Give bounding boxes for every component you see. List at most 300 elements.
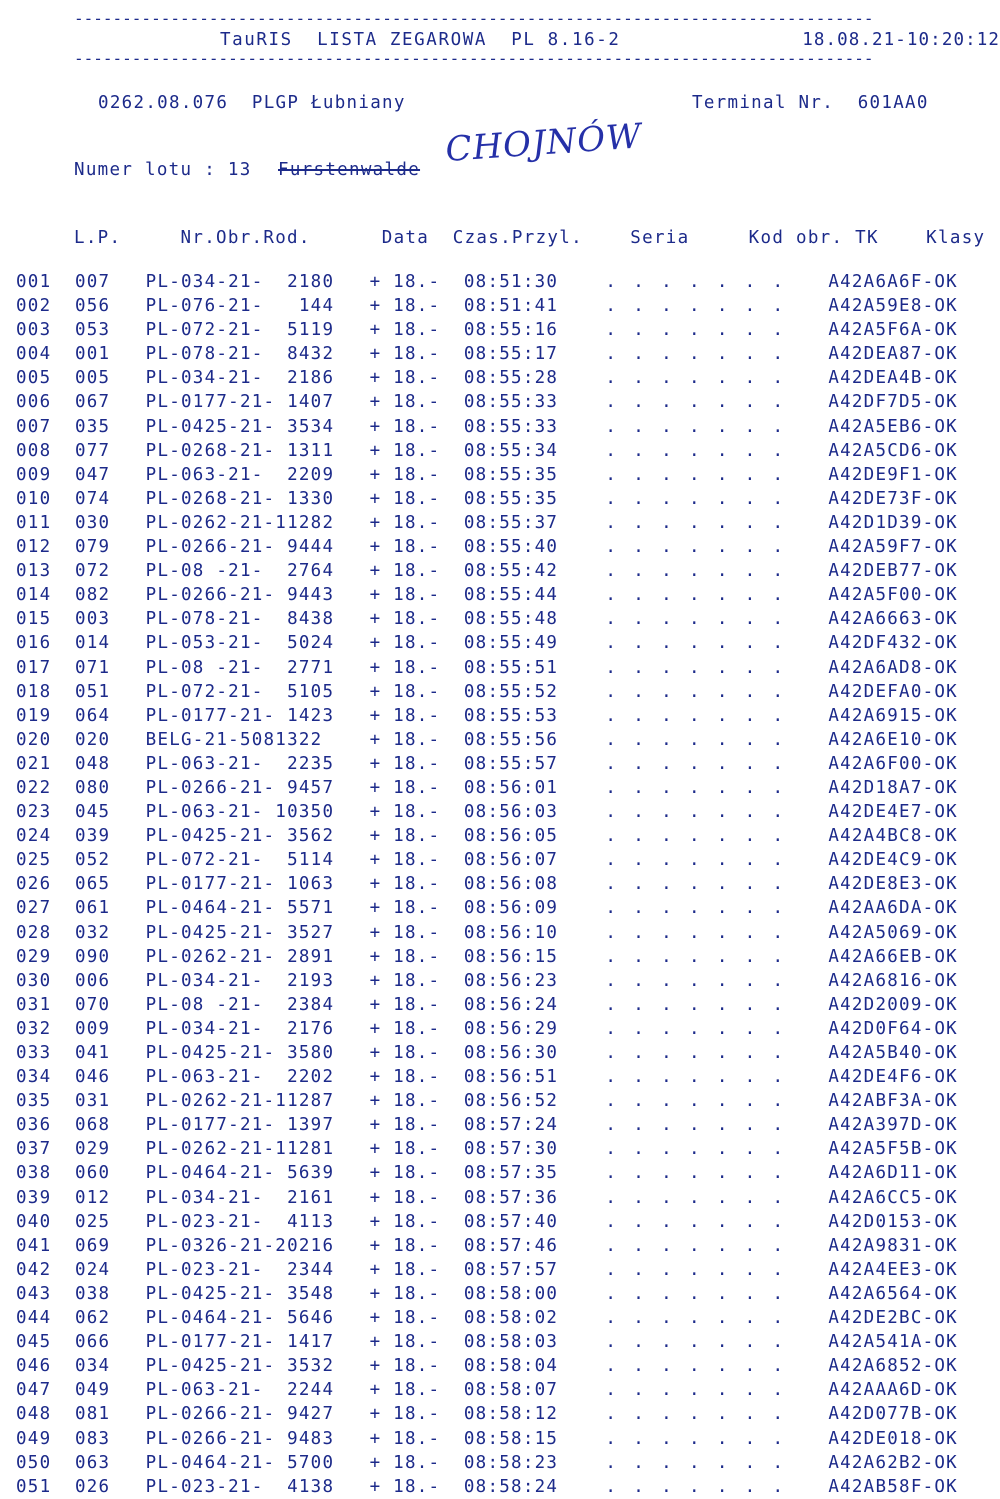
cell-idx: 040: [16, 1211, 75, 1232]
cell-data: + 18.-: [369, 994, 464, 1015]
cell-obr: PL-0177-21- 1417: [145, 1332, 370, 1353]
cell-obr: PL-0177-21- 1407: [145, 392, 370, 413]
cell-data: + 18.-: [369, 1259, 464, 1280]
cell-obr: PL-078-21- 8438: [145, 609, 370, 630]
cell-lp: 046: [74, 1067, 146, 1088]
cell-lp: 014: [74, 633, 146, 654]
cell-kod: A42A5CD6-OK: [828, 440, 958, 461]
cell-seria: . . . . . . .: [605, 1332, 829, 1353]
cell-idx: 036: [16, 1115, 75, 1136]
cell-obr: PL-0177-21- 1063: [145, 874, 370, 895]
cell-kod: A42A5069-OK: [828, 922, 958, 943]
cell-kod: A42A62B2-OK: [828, 1452, 958, 1473]
cell-lp: 049: [74, 1380, 146, 1401]
cell-data: + 18.-: [369, 946, 464, 967]
cell-data: + 18.-: [369, 1235, 464, 1256]
cell-data: + 18.-: [369, 296, 464, 317]
cell-seria: . . . . . . .: [605, 681, 829, 702]
table-row: [16, 921, 958, 945]
cell-idx: 045: [16, 1332, 75, 1353]
cell-seria: . . . . . . .: [605, 512, 829, 533]
cell-idx: 009: [16, 464, 75, 485]
cell-kod: A42A6CC5-OK: [828, 1187, 958, 1208]
cell-czas: 08:55:16: [463, 320, 606, 341]
clock-list-table: [16, 270, 958, 1499]
cell-lp: 061: [74, 898, 146, 919]
cell-czas: 08:58:00: [463, 1283, 606, 1304]
cell-czas: 08:58:04: [463, 1356, 606, 1377]
cell-seria: . . . . . . .: [605, 440, 829, 461]
cell-seria: . . . . . . .: [605, 802, 829, 823]
cell-obr: PL-0266-21- 9443: [145, 585, 370, 606]
cell-obr: PL-063-21- 2202: [145, 1067, 370, 1088]
cell-data: + 18.-: [369, 1043, 464, 1063]
cell-obr: PL-0425-21- 3562: [145, 826, 370, 847]
cell-obr: PL-034-21- 2161: [145, 1187, 370, 1208]
cell-kod: A42D0F64-OK: [828, 1018, 958, 1039]
cell-lp: 063: [74, 1452, 146, 1473]
cell-data: + 18.-: [369, 1018, 464, 1039]
cell-data: + 18.-: [369, 1356, 464, 1377]
cell-data: + 18.-: [369, 874, 464, 895]
cell-lp: 051: [74, 681, 146, 702]
cell-seria: . . . . . . .: [605, 464, 829, 485]
cell-lp: 069: [74, 1235, 146, 1256]
cell-kod: A42A9831-OK: [828, 1235, 958, 1256]
cell-lp: 041: [74, 1043, 146, 1063]
cell-idx: 016: [16, 633, 75, 654]
cell-seria: . . . . . . .: [605, 320, 829, 341]
cell-idx: 027: [16, 898, 75, 919]
cell-data: + 18.-: [369, 1139, 464, 1160]
table-row: [16, 896, 958, 920]
cell-obr: PL-0262-21-11287: [145, 1091, 370, 1112]
cell-czas: 08:58:02: [463, 1308, 606, 1329]
cell-data: + 18.-: [369, 850, 464, 871]
table-row: [16, 1451, 958, 1475]
cell-seria: . . . . . . .: [605, 657, 829, 678]
cell-idx: 031: [16, 994, 75, 1015]
cell-kod: A42DE4E7-OK: [828, 802, 958, 823]
cell-kod: A42A6816-OK: [828, 970, 958, 991]
cell-czas: 08:55:52: [463, 681, 606, 702]
cell-idx: 011: [16, 512, 75, 533]
cell-kod: A42DE4F6-OK: [828, 1067, 958, 1088]
cell-lp: 053: [74, 320, 146, 341]
cell-data: + 18.-: [369, 802, 464, 823]
cell-czas: 08:56:15: [463, 946, 606, 967]
cell-seria: . . . . . . .: [605, 1139, 829, 1160]
cell-data: + 18.-: [369, 922, 464, 943]
cell-obr: PL-023-21- 4113: [145, 1211, 370, 1232]
cell-obr: PL-0425-21- 3534: [145, 416, 370, 437]
cell-kod: A42DE8E3-OK: [828, 874, 958, 895]
cell-kod: A42A6564-OK: [828, 1283, 958, 1304]
cell-czas: 08:55:28: [463, 368, 606, 389]
cell-czas: 08:56:10: [463, 922, 606, 943]
cell-data: + 18.-: [369, 561, 464, 582]
cell-data: + 18.-: [369, 1452, 464, 1473]
cell-kod: A42DE4C9-OK: [828, 850, 958, 871]
cell-czas: 08:55:17: [463, 344, 606, 365]
cell-lp: 060: [74, 1163, 146, 1184]
table-row: [16, 342, 958, 366]
cell-kod: A42A5F6A-OK: [828, 320, 958, 341]
cell-czas: 08:56:09: [463, 898, 606, 919]
flight-number-label: Numer lotu : 13: [74, 160, 252, 180]
table-row: [16, 1306, 958, 1330]
cell-lp: 030: [74, 512, 146, 533]
cell-lp: 034: [74, 1356, 146, 1377]
cell-obr: PL-063-21- 2209: [145, 464, 370, 485]
cell-lp: 052: [74, 850, 146, 871]
cell-obr: PL-0425-21- 3580: [145, 1043, 370, 1063]
cell-obr: PL-0266-21- 9457: [145, 777, 370, 798]
cell-idx: 017: [16, 657, 75, 678]
cell-obr: PL-0425-21- 3532: [145, 1356, 370, 1377]
cell-obr: PL-0177-21- 1397: [145, 1115, 370, 1136]
cell-czas: 08:51:41: [463, 296, 606, 317]
cell-idx: 048: [16, 1404, 75, 1425]
cell-czas: 08:57:24: [463, 1115, 606, 1136]
cell-kod: A42DEA87-OK: [828, 344, 958, 365]
cell-kod: A42DE2BC-OK: [828, 1308, 958, 1329]
cell-obr: PL-034-21- 2180: [145, 272, 370, 292]
table-row: [16, 1378, 958, 1402]
cell-kod: A42AAA6D-OK: [828, 1380, 958, 1401]
cell-obr: PL-023-21- 2344: [145, 1259, 370, 1280]
cell-czas: 08:56:30: [463, 1043, 606, 1063]
table-row: [16, 1210, 958, 1234]
table-column-headers: L.P. Nr.Obr.Rod. Data Czas.Przyl. Seria Kod obr. TK Klasy: [74, 228, 986, 248]
cell-data: + 18.-: [369, 970, 464, 991]
cell-data: + 18.-: [369, 705, 464, 726]
cell-lp: 039: [74, 826, 146, 847]
cell-seria: . . . . . . .: [605, 1211, 829, 1232]
cell-czas: 08:56:24: [463, 994, 606, 1015]
cell-czas: 08:55:44: [463, 585, 606, 606]
cell-data: + 18.-: [369, 1380, 464, 1401]
cell-idx: 030: [16, 970, 75, 991]
cell-idx: 020: [16, 729, 75, 750]
header-divider: -----------------------------------------------------------------------------------: [74, 52, 874, 66]
cell-idx: 038: [16, 1163, 75, 1184]
cell-kod: A42DF7D5-OK: [828, 392, 958, 413]
cell-idx: 029: [16, 946, 75, 967]
cell-seria: . . . . . . .: [605, 1067, 829, 1088]
cell-lp: 082: [74, 585, 146, 606]
cell-kod: A42AA6DA-OK: [828, 898, 958, 919]
cell-idx: 049: [16, 1428, 75, 1449]
cell-kod: A42A5F00-OK: [828, 585, 958, 606]
cell-obr: PL-0326-21-20216: [145, 1235, 370, 1256]
cell-obr: PL-08 -21- 2764: [145, 561, 370, 582]
cell-seria: . . . . . . .: [605, 874, 829, 895]
cell-lp: 007: [74, 272, 146, 292]
cell-lp: 083: [74, 1428, 146, 1449]
cell-czas: 08:57:36: [463, 1187, 606, 1208]
table-row: [16, 1041, 958, 1065]
cell-czas: 08:57:35: [463, 1163, 606, 1184]
cell-obr: PL-0464-21- 5639: [145, 1163, 370, 1184]
cell-kod: A42DE73F-OK: [828, 488, 958, 509]
cell-kod: A42A6663-OK: [828, 609, 958, 630]
cell-lp: 068: [74, 1115, 146, 1136]
cell-czas: 08:56:52: [463, 1091, 606, 1112]
cell-lp: 065: [74, 874, 146, 895]
table-row: [16, 366, 958, 390]
cell-idx: 046: [16, 1356, 75, 1377]
table-row: [16, 848, 958, 872]
cell-czas: 08:57:30: [463, 1139, 606, 1160]
cell-obr: PL-0464-21- 5646: [145, 1308, 370, 1329]
cell-czas: 08:55:48: [463, 609, 606, 630]
terminal-number: Terminal Nr. 601AA0: [692, 93, 929, 113]
cell-idx: 010: [16, 488, 75, 509]
cell-kod: A42A5B40-OK: [828, 1043, 958, 1063]
cell-data: + 18.-: [369, 826, 464, 847]
cell-obr: PL-08 -21- 2771: [145, 657, 370, 678]
cell-data: + 18.-: [369, 464, 464, 485]
report-title: TauRIS LISTA ZEGAROWA PL 8.16-2: [220, 30, 621, 50]
cell-obr: PL-072-21- 5105: [145, 681, 370, 702]
cell-data: + 18.-: [369, 1187, 464, 1208]
cell-data: + 18.-: [369, 537, 464, 558]
cell-czas: 08:55:56: [463, 729, 606, 750]
cell-kod: A42A6E10-OK: [828, 729, 958, 750]
cell-seria: . . . . . . .: [605, 272, 829, 292]
cell-seria: . . . . . . .: [605, 344, 829, 365]
cell-data: + 18.-: [369, 1067, 464, 1088]
cell-czas: 08:56:23: [463, 970, 606, 991]
cell-lp: 079: [74, 537, 146, 558]
cell-kod: A42D0153-OK: [828, 1211, 958, 1232]
cell-kod: A42A6852-OK: [828, 1356, 958, 1377]
cell-kod: A42A4EE3-OK: [828, 1259, 958, 1280]
cell-seria: . . . . . . .: [605, 633, 829, 654]
cell-czas: 08:56:05: [463, 826, 606, 847]
cell-kod: A42D18A7-OK: [828, 777, 958, 798]
cell-data: + 18.-: [369, 272, 464, 292]
cell-seria: . . . . . . .: [605, 826, 829, 847]
cell-seria: . . . . . . .: [605, 1356, 829, 1377]
cell-data: + 18.-: [369, 392, 464, 413]
cell-idx: 026: [16, 874, 75, 895]
table-row: [16, 583, 958, 607]
cell-obr: PL-034-21- 2193: [145, 970, 370, 991]
cell-idx: 039: [16, 1187, 75, 1208]
table-row: [16, 752, 958, 776]
table-row: [16, 1017, 958, 1041]
cell-lp: 038: [74, 1283, 146, 1304]
cell-kod: A42A6F00-OK: [828, 753, 958, 774]
table-row: [16, 415, 958, 439]
cell-czas: 08:55:57: [463, 753, 606, 774]
cell-seria: . . . . . . .: [605, 488, 829, 509]
cell-lp: 003: [74, 609, 146, 630]
cell-obr: PL-023-21- 4138: [145, 1476, 370, 1497]
struck-destination: Furstenwalde: [278, 160, 421, 180]
table-row: [16, 1475, 958, 1499]
cell-seria: . . . . . . .: [605, 1115, 829, 1136]
cell-czas: 08:56:29: [463, 1018, 606, 1039]
cell-obr: PL-08 -21- 2384: [145, 994, 370, 1015]
cell-kod: A42A59F7-OK: [828, 537, 958, 558]
cell-obr: PL-072-21- 5114: [145, 850, 370, 871]
cell-data: + 18.-: [369, 609, 464, 630]
cell-lp: 077: [74, 440, 146, 461]
cell-seria: . . . . . . .: [605, 392, 829, 413]
cell-lp: 032: [74, 922, 146, 943]
cell-data: + 18.-: [369, 729, 464, 750]
cell-seria: . . . . . . .: [605, 561, 829, 582]
cell-data: + 18.-: [369, 488, 464, 509]
table-row: [16, 439, 958, 463]
cell-data: + 18.-: [369, 1308, 464, 1329]
table-row: [16, 1089, 958, 1113]
cell-idx: 003: [16, 320, 75, 341]
table-row: [16, 631, 958, 655]
cell-lp: 067: [74, 392, 146, 413]
cell-idx: 035: [16, 1091, 75, 1112]
cell-seria: . . . . . . .: [605, 1476, 829, 1497]
cell-seria: . . . . . . .: [605, 1308, 829, 1329]
handwritten-destination: CHOJNÓW: [444, 116, 644, 170]
table-row: [16, 318, 958, 342]
cell-kod: A42D1D39-OK: [828, 512, 958, 533]
cell-data: + 18.-: [369, 368, 464, 389]
table-row: [16, 1234, 958, 1258]
cell-kod: A42A397D-OK: [828, 1115, 958, 1136]
cell-data: + 18.-: [369, 777, 464, 798]
cell-seria: . . . . . . .: [605, 1018, 829, 1039]
table-row: [16, 487, 958, 511]
table-row: [16, 969, 958, 993]
cell-data: + 18.-: [369, 657, 464, 678]
report-datetime: 18.08.21-10:20:12: [802, 30, 1000, 50]
table-row: [16, 776, 958, 800]
cell-data: + 18.-: [369, 1163, 464, 1184]
cell-seria: . . . . . . .: [605, 777, 829, 798]
cell-lp: 006: [74, 970, 146, 991]
cell-seria: . . . . . . .: [605, 850, 829, 871]
table-row: [16, 680, 958, 704]
cell-seria: . . . . . . .: [605, 705, 829, 726]
cell-kod: A42DE9F1-OK: [828, 464, 958, 485]
table-row: [16, 824, 958, 848]
cell-seria: . . . . . . .: [605, 416, 829, 437]
cell-seria: . . . . . . .: [605, 1163, 829, 1184]
cell-czas: 08:55:37: [463, 512, 606, 533]
cell-kod: A42A541A-OK: [828, 1332, 958, 1353]
cell-lp: 020: [74, 729, 146, 750]
cell-idx: 007: [16, 416, 75, 437]
cell-seria: . . . . . . .: [605, 1283, 829, 1304]
cell-lp: 001: [74, 344, 146, 365]
cell-obr: PL-0268-21- 1330: [145, 488, 370, 509]
cell-idx: 001: [16, 272, 75, 292]
cell-idx: 024: [16, 826, 75, 847]
cell-seria: . . . . . . .: [605, 994, 829, 1015]
cell-kod: A42A6915-OK: [828, 705, 958, 726]
cell-obr: PL-0262-21-11281: [145, 1139, 370, 1160]
cell-lp: 080: [74, 777, 146, 798]
cell-idx: 034: [16, 1067, 75, 1088]
cell-kod: A42A5F5B-OK: [828, 1139, 958, 1160]
cell-obr: PL-0262-21-11282: [145, 512, 370, 533]
cell-idx: 042: [16, 1259, 75, 1280]
cell-lp: 047: [74, 464, 146, 485]
cell-seria: . . . . . . .: [605, 537, 829, 558]
table-row: [16, 1330, 958, 1354]
cell-obr: PL-076-21- 144: [145, 296, 370, 317]
cell-kod: A42A5EB6-OK: [828, 416, 958, 437]
cell-data: + 18.-: [369, 440, 464, 461]
cell-lp: 026: [74, 1476, 146, 1497]
cell-czas: 08:55:40: [463, 537, 606, 558]
cell-lp: 066: [74, 1332, 146, 1353]
cell-lp: 024: [74, 1259, 146, 1280]
cell-czas: 08:57:46: [463, 1235, 606, 1256]
cell-data: + 18.-: [369, 898, 464, 919]
cell-obr: PL-0268-21- 1311: [145, 440, 370, 461]
cell-idx: 023: [16, 802, 75, 823]
cell-kod: A42DE018-OK: [828, 1428, 958, 1449]
cell-lp: 056: [74, 296, 146, 317]
cell-kod: A42DEFA0-OK: [828, 681, 958, 702]
cell-obr: PL-0177-21- 1423: [145, 705, 370, 726]
cell-idx: 004: [16, 344, 75, 365]
station-identifier: 0262.08.076 PLGP Łubniany: [98, 93, 406, 113]
cell-data: + 18.-: [369, 1211, 464, 1232]
table-row: [16, 1065, 958, 1089]
cell-lp: 025: [74, 1211, 146, 1232]
cell-czas: 08:58:23: [463, 1452, 606, 1473]
cell-data: + 18.-: [369, 1428, 464, 1449]
cell-czas: 08:55:51: [463, 657, 606, 678]
table-row: [16, 1137, 958, 1161]
table-row: [16, 294, 958, 318]
table-row: [16, 728, 958, 752]
table-row: [16, 704, 958, 728]
cell-idx: 041: [16, 1235, 75, 1256]
cell-obr: PL-0266-21- 9444: [145, 537, 370, 558]
cell-czas: 08:55:49: [463, 633, 606, 654]
cell-lp: 062: [74, 1308, 146, 1329]
cell-czas: 08:58:12: [463, 1404, 606, 1425]
cell-obr: PL-053-21- 5024: [145, 633, 370, 654]
cell-seria: . . . . . . .: [605, 1380, 829, 1401]
table-row: [16, 511, 958, 535]
table-row: [16, 270, 958, 294]
cell-data: + 18.-: [369, 753, 464, 774]
cell-kod: A42A6D11-OK: [828, 1163, 958, 1184]
cell-obr: PL-063-21- 10350: [145, 802, 370, 823]
table-row: [16, 656, 958, 680]
cell-lp: 012: [74, 1187, 146, 1208]
cell-lp: 045: [74, 802, 146, 823]
cell-data: + 18.-: [369, 1476, 464, 1497]
cell-czas: 08:58:24: [463, 1476, 606, 1497]
cell-czas: 08:56:08: [463, 874, 606, 895]
cell-seria: . . . . . . .: [605, 609, 829, 630]
table-row: [16, 993, 958, 1017]
cell-kod: A42A6A6F-OK: [828, 272, 958, 292]
table-row: [16, 872, 958, 896]
cell-idx: 044: [16, 1308, 75, 1329]
table-row: [16, 1402, 958, 1426]
cell-lp: 009: [74, 1018, 146, 1039]
